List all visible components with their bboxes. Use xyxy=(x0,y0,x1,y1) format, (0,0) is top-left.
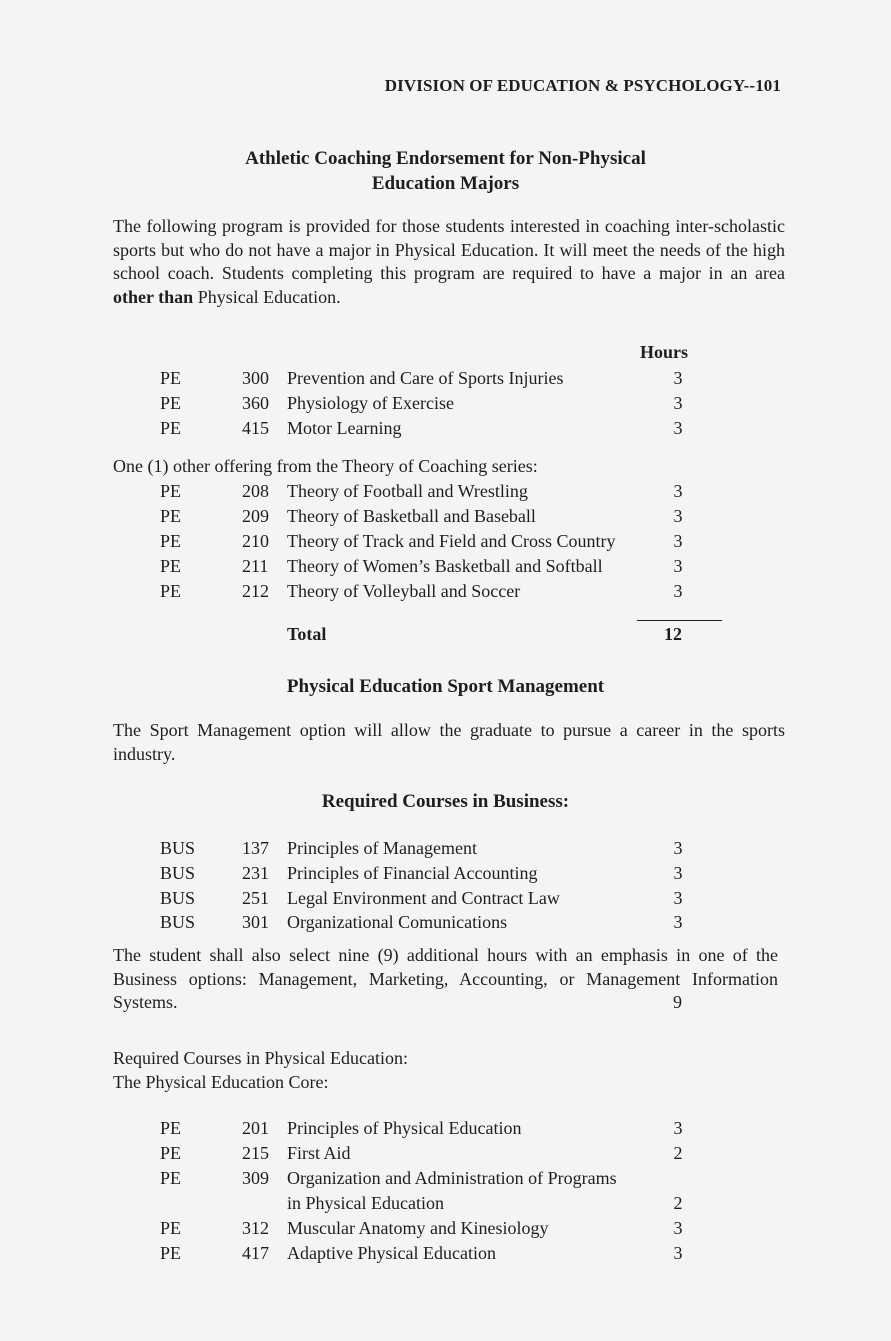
course-row: PE 360 Physiology of Exercise 3 xyxy=(160,393,683,413)
course-row: BUS 251 Legal Environment and Contract Law 3 xyxy=(160,888,683,908)
theory-intro: One (1) other offering from the Theory of Coaching series: xyxy=(113,456,538,476)
course-row: PE 215 First Aid 2 xyxy=(160,1143,683,1163)
coaching-title-line2: Education Majors xyxy=(371,173,520,194)
course-row: PE 201 Principles of Physical Education 3 xyxy=(160,1118,683,1138)
course-row: BUS 137 Principles of Management 3 xyxy=(160,838,683,858)
total-label: Total xyxy=(287,624,327,644)
pe-core-heading: The Physical Education Core: xyxy=(113,1072,329,1092)
hours-column-header: Hours xyxy=(640,342,689,362)
emphasis-other-than: other than xyxy=(113,286,194,307)
sport-management-title: Physical Education Sport Management xyxy=(286,676,605,697)
running-head: DIVISION OF EDUCATION & PSYCHOLOGY--101 xyxy=(384,76,781,95)
course-row: PE 300 Prevention and Care of Sports Injuries 3 xyxy=(160,368,683,388)
course-row: PE 312 Muscular Anatomy and Kinesiology 3 xyxy=(160,1218,683,1238)
course-row: PE 211 Theory of Women’s Basketball and Softball 3 xyxy=(160,556,683,576)
business-electives-hours: 9 xyxy=(673,992,682,1012)
coaching-title-line1: Athletic Coaching Endorsement for Non-Physical xyxy=(245,148,646,169)
course-row: PE 209 Theory of Basketball and Baseball 3 xyxy=(160,506,683,526)
pe-required-heading: Required Courses in Physical Education: xyxy=(113,1048,408,1068)
course-row: BUS 231 Principles of Financial Accounting 3 xyxy=(160,863,683,883)
course-row: PE 208 Theory of Football and Wrestling 3 xyxy=(160,481,683,501)
course-row: PE 210 Theory of Track and Field and Cross Country 3 xyxy=(160,531,683,551)
business-electives-text: The student shall also select nine (9) additional hours with an emphasis in one of the Business options: Management, Marketing, Accounting, or Management Information Systems. xyxy=(113,945,778,1012)
course-row: BUS 301 Organizational Comunications 3 xyxy=(160,912,683,932)
course-row: PE 415 Motor Learning 3 xyxy=(160,418,683,438)
course-row: PE 309 Organization and Administration of Programs xyxy=(160,1168,617,1188)
sport-management-intro: The Sport Management option will allow the graduate to pursue a career in the sports industry. xyxy=(113,720,785,764)
course-row: PE 212 Theory of Volleyball and Soccer 3 xyxy=(160,581,683,601)
course-row-continuation: in Physical Education 2 xyxy=(287,1193,683,1213)
coaching-intro: The following program is provided for those students interested in coaching inter-scholastic sports but who do not have a major in Physical Education. It will meet the needs of the high school coach. Students completing this program are required to have a major in an area other than Physical Education. xyxy=(113,216,785,307)
total-value: 12 xyxy=(664,624,682,644)
course-row: PE 417 Adaptive Physical Education 3 xyxy=(160,1243,683,1263)
business-courses-title: Required Courses in Business: xyxy=(321,791,570,812)
total-rule xyxy=(637,620,722,621)
